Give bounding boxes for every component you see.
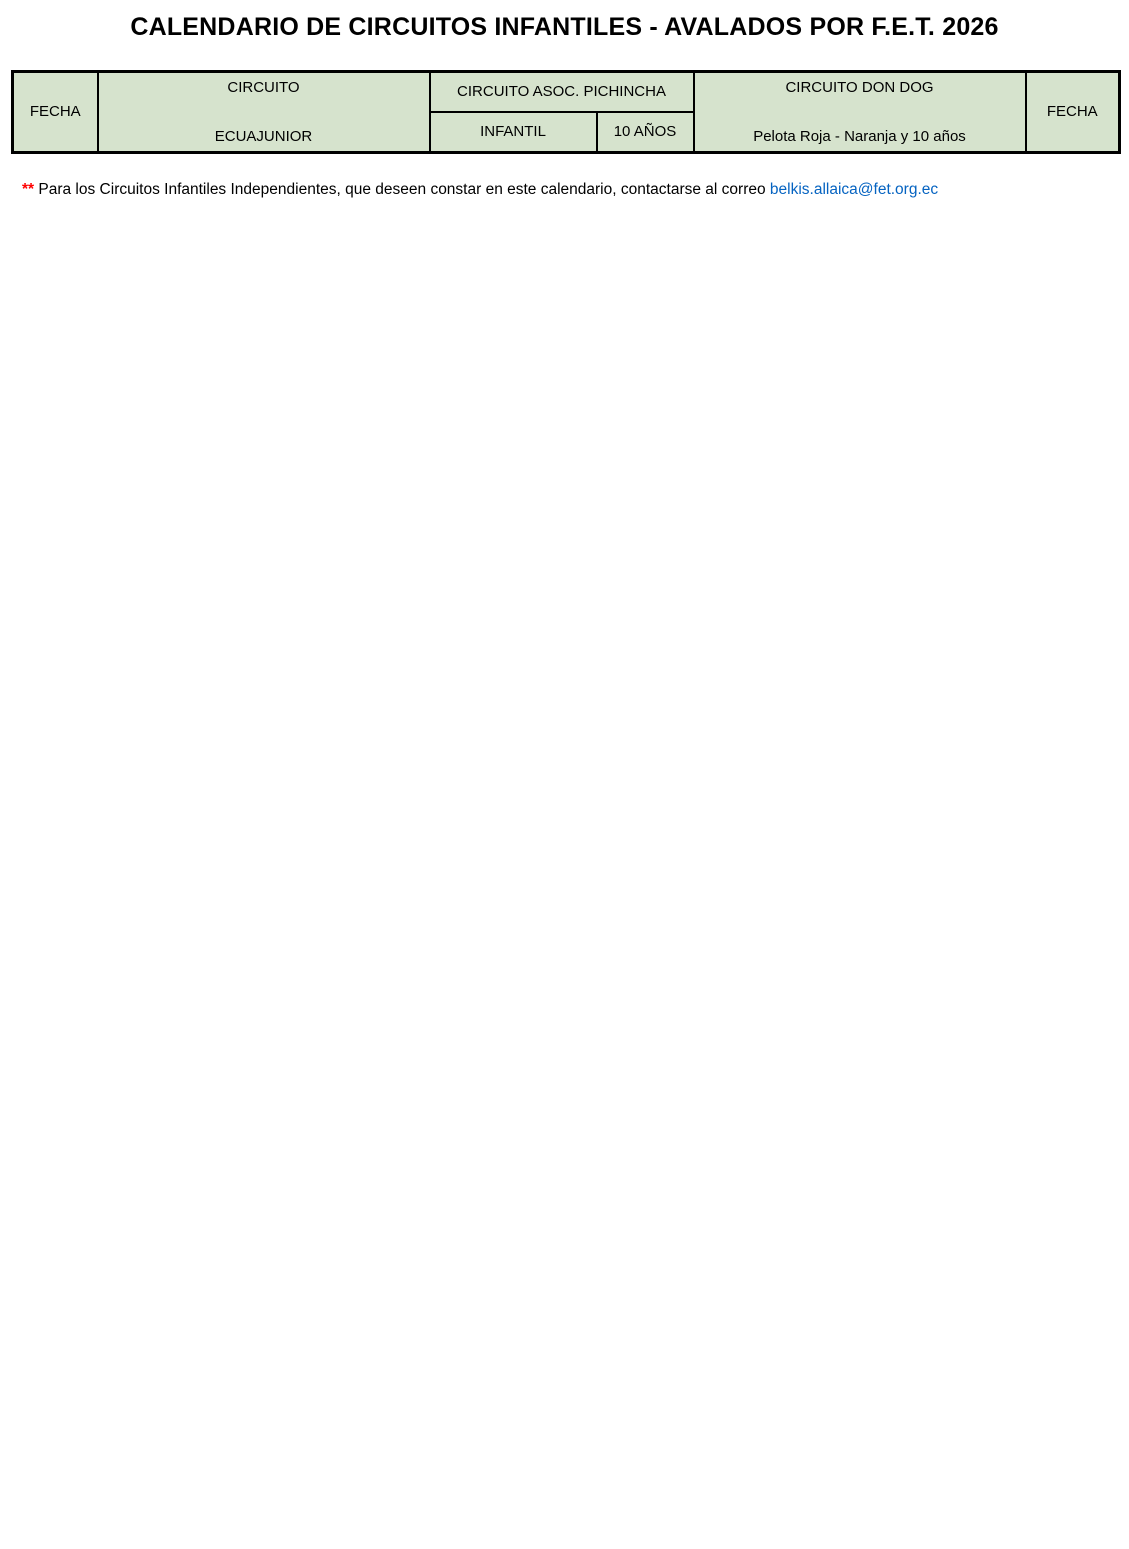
header-dondog-line1: CIRCUITO DON DOG: [785, 79, 934, 96]
calendar-table: [11, 70, 1121, 154]
header-fecha-left: FECHA: [13, 72, 98, 153]
header-pichincha: CIRCUITO ASOC. PICHINCHA: [430, 72, 694, 113]
header-dondog: [694, 72, 1026, 153]
header-circuito-ecuajunior: [98, 72, 430, 153]
page-title: CALENDARIO DE CIRCUITOS INFANTILES - AVALADOS POR F.E.T. 2026: [130, 13, 999, 41]
header-10anos: 10 AÑOS: [597, 112, 694, 153]
header-circuito-line2: ECUAJUNIOR: [214, 127, 313, 145]
footnote-marker: **: [22, 181, 35, 198]
footnote: [22, 181, 1129, 199]
header-circuito-line1: CIRCUITO: [227, 79, 300, 96]
contact-email-link[interactable]: belkis.allaica@fet.org.ec: [769, 181, 939, 198]
header-dondog-line2: Pelota Roja - Naranja y 10 años: [753, 127, 966, 145]
calendar-header: [13, 72, 1120, 153]
header-infantil: INFANTIL: [430, 112, 597, 153]
footnote-text: Para los Circuitos Infantiles Independientes, que deseen constar en este calendario, contactarse al correo: [34, 181, 770, 198]
header-fecha-right: FECHA: [1026, 72, 1120, 153]
